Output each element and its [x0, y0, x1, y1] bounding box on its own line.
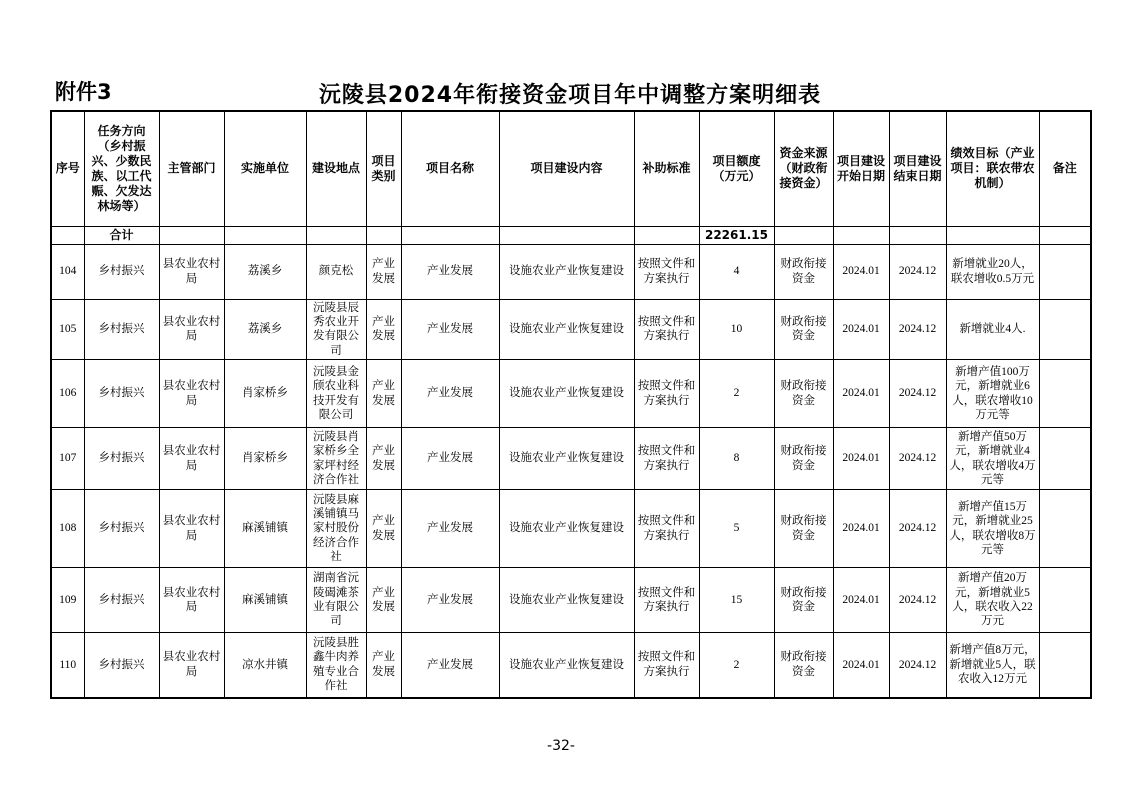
total-cell-department: [159, 226, 224, 244]
total-cell-index: [51, 226, 84, 244]
cell-performance-target: 新增就业4人.: [946, 299, 1039, 360]
cell-implementing-unit: 肖家桥乡: [224, 428, 306, 490]
cell-implementing-unit: 荔溪乡: [224, 244, 306, 299]
cell-amount: 2: [699, 633, 774, 698]
total-cell-project-name: [401, 226, 499, 244]
table-row: [51, 244, 1091, 299]
cell-remark: [1039, 299, 1091, 360]
cell-amount: 15: [699, 568, 774, 633]
table-row: [51, 490, 1091, 568]
cell-project-name: 产业发展: [401, 633, 499, 698]
cell-subsidy-standard: 按照文件和方案执行: [634, 360, 699, 428]
cell-construction-content: 设施农业产业恢复建设: [499, 490, 634, 568]
column-header-subsidy-standard: 补助标准: [634, 111, 699, 226]
cell-start-date: 2024.01: [833, 360, 889, 428]
cell-department: 县农业农村局: [159, 568, 224, 633]
cell-implementing-unit: 麻溪铺镇: [224, 568, 306, 633]
cell-department: 县农业农村局: [159, 633, 224, 698]
cell-subsidy-standard: 按照文件和方案执行: [634, 244, 699, 299]
cell-end-date: 2024.12: [889, 299, 946, 360]
column-header-performance-target: 绩效目标（产业项目：联农带农机制）: [946, 111, 1039, 226]
cell-task-direction: 乡村振兴: [84, 299, 159, 360]
cell-start-date: 2024.01: [833, 428, 889, 490]
cell-funding-source: 财政衔接资金: [774, 633, 833, 698]
cell-start-date: 2024.01: [833, 299, 889, 360]
column-header-project-name: 项目名称: [401, 111, 499, 226]
cell-index: 105: [51, 299, 84, 360]
cell-project-name: 产业发展: [401, 568, 499, 633]
cell-subsidy-standard: 按照文件和方案执行: [634, 299, 699, 360]
cell-performance-target: 新增产值20万元，新增就业5人，联农收入22万元: [946, 568, 1039, 633]
cell-project-type: 产业发展: [366, 299, 401, 360]
cell-construction-site: 颜克松: [306, 244, 366, 299]
cell-end-date: 2024.12: [889, 490, 946, 568]
cell-performance-target: 新增产值15万元，新增就业25人，联农增收8万元等: [946, 490, 1039, 568]
column-header-task-direction: 任务方向（乡村振兴、少数民族、以工代赈、欠发达林场等）: [84, 111, 159, 226]
cell-remark: [1039, 360, 1091, 428]
cell-remark: [1039, 244, 1091, 299]
table-row: [51, 360, 1091, 428]
cell-department: 县农业农村局: [159, 428, 224, 490]
column-header-index: 序号: [51, 111, 84, 226]
table-row: [51, 568, 1091, 633]
cell-remark: [1039, 633, 1091, 698]
column-header-remark: 备注: [1039, 111, 1091, 226]
cell-index: 109: [51, 568, 84, 633]
cell-construction-content: 设施农业产业恢复建设: [499, 633, 634, 698]
column-header-project-type: 项目类别: [366, 111, 401, 226]
total-cell-start-date: [833, 226, 889, 244]
cell-funding-source: 财政衔接资金: [774, 299, 833, 360]
cell-start-date: 2024.01: [833, 244, 889, 299]
total-cell-performance-target: [946, 226, 1039, 244]
cell-implementing-unit: 肖家桥乡: [224, 360, 306, 428]
cell-end-date: 2024.12: [889, 244, 946, 299]
cell-task-direction: 乡村振兴: [84, 633, 159, 698]
cell-performance-target: 新增产值100万元，新增就业6人，联农增收10万元等: [946, 360, 1039, 428]
column-header-start-date: 项目建设开始日期: [833, 111, 889, 226]
cell-task-direction: 乡村振兴: [84, 360, 159, 428]
cell-project-name: 产业发展: [401, 299, 499, 360]
cell-end-date: 2024.12: [889, 633, 946, 698]
cell-performance-target: 新增产值50万元，新增就业4人，联农增收4万元等: [946, 428, 1039, 490]
table-body: [51, 226, 1091, 698]
cell-implementing-unit: 荔溪乡: [224, 299, 306, 360]
cell-construction-site: 沅陵县金颀农业科技开发有限公司: [306, 360, 366, 428]
cell-task-direction: 乡村振兴: [84, 428, 159, 490]
cell-construction-site: 沅陵县胜鑫牛肉养殖专业合作社: [306, 633, 366, 698]
cell-construction-content: 设施农业产业恢复建设: [499, 568, 634, 633]
total-cell-subsidy-standard: [634, 226, 699, 244]
cell-funding-source: 财政衔接资金: [774, 428, 833, 490]
cell-implementing-unit: 凉水井镇: [224, 633, 306, 698]
cell-index: 107: [51, 428, 84, 490]
cell-construction-content: 设施农业产业恢复建设: [499, 244, 634, 299]
cell-index: 106: [51, 360, 84, 428]
total-row: [51, 226, 1091, 244]
cell-department: 县农业农村局: [159, 360, 224, 428]
table-row: [51, 428, 1091, 490]
cell-project-type: 产业发展: [366, 568, 401, 633]
column-header-implementing-unit: 实施单位: [224, 111, 306, 226]
cell-task-direction: 乡村振兴: [84, 490, 159, 568]
total-cell-project-type: [366, 226, 401, 244]
cell-subsidy-standard: 按照文件和方案执行: [634, 490, 699, 568]
cell-amount: 8: [699, 428, 774, 490]
cell-index: 108: [51, 490, 84, 568]
cell-construction-content: 设施农业产业恢复建设: [499, 428, 634, 490]
cell-project-type: 产业发展: [366, 244, 401, 299]
cell-project-type: 产业发展: [366, 428, 401, 490]
cell-end-date: 2024.12: [889, 360, 946, 428]
cell-project-type: 产业发展: [366, 633, 401, 698]
projects-table: [50, 110, 1092, 699]
page-number: -32-: [547, 738, 575, 754]
cell-department: 县农业农村局: [159, 490, 224, 568]
cell-subsidy-standard: 按照文件和方案执行: [634, 568, 699, 633]
cell-start-date: 2024.01: [833, 633, 889, 698]
cell-amount: 5: [699, 490, 774, 568]
page-title: 沅陵县2024年衔接资金项目年中调整方案明细表: [318, 83, 822, 108]
cell-amount: 4: [699, 244, 774, 299]
column-header-construction-site: 建设地点: [306, 111, 366, 226]
cell-construction-content: 设施农业产业恢复建设: [499, 299, 634, 360]
column-header-funding-source: 资金来源（财政衔接资金）: [774, 111, 833, 226]
cell-end-date: 2024.12: [889, 428, 946, 490]
cell-funding-source: 财政衔接资金: [774, 568, 833, 633]
cell-department: 县农业农村局: [159, 244, 224, 299]
table-row: [51, 299, 1091, 360]
cell-start-date: 2024.01: [833, 568, 889, 633]
cell-end-date: 2024.12: [889, 568, 946, 633]
total-cell-construction-content: [499, 226, 634, 244]
cell-task-direction: 乡村振兴: [84, 568, 159, 633]
total-cell-remark: [1039, 226, 1091, 244]
total-label: 合计: [84, 226, 159, 244]
column-header-department: 主管部门: [159, 111, 224, 226]
total-amount: 22261.15: [699, 226, 774, 244]
cell-remark: [1039, 428, 1091, 490]
cell-subsidy-standard: 按照文件和方案执行: [634, 633, 699, 698]
total-cell-construction-site: [306, 226, 366, 244]
cell-remark: [1039, 490, 1091, 568]
cell-amount: 2: [699, 360, 774, 428]
cell-index: 104: [51, 244, 84, 299]
cell-project-type: 产业发展: [366, 490, 401, 568]
cell-funding-source: 财政衔接资金: [774, 490, 833, 568]
total-cell-end-date: [889, 226, 946, 244]
cell-funding-source: 财政衔接资金: [774, 360, 833, 428]
cell-construction-site: 沅陵县麻溪铺镇马家村股份经济合作社: [306, 490, 366, 568]
cell-remark: [1039, 568, 1091, 633]
cell-implementing-unit: 麻溪铺镇: [224, 490, 306, 568]
attachment-label: 附件3: [55, 80, 112, 104]
cell-performance-target: 新增产值8万元，新增就业5人，联农收入12万元: [946, 633, 1039, 698]
total-cell-funding-source: [774, 226, 833, 244]
cell-subsidy-standard: 按照文件和方案执行: [634, 428, 699, 490]
cell-task-direction: 乡村振兴: [84, 244, 159, 299]
cell-performance-target: 新增就业20人，联农增收0.5万元: [946, 244, 1039, 299]
cell-project-name: 产业发展: [401, 490, 499, 568]
cell-construction-site: 沅陵县肖家桥乡全家坪村经济合作社: [306, 428, 366, 490]
total-cell-implementing-unit: [224, 226, 306, 244]
column-header-construction-content: 项目建设内容: [499, 111, 634, 226]
cell-index: 110: [51, 633, 84, 698]
cell-project-name: 产业发展: [401, 244, 499, 299]
cell-project-name: 产业发展: [401, 428, 499, 490]
column-header-amount: 项目额度（万元）: [699, 111, 774, 226]
cell-construction-site: 沅陵县辰秀农业开发有限公司: [306, 299, 366, 360]
cell-construction-content: 设施农业产业恢复建设: [499, 360, 634, 428]
table-header-row: [51, 111, 1091, 226]
cell-funding-source: 财政衔接资金: [774, 244, 833, 299]
cell-construction-site: 湖南省沅陵碣滩茶业有限公司: [306, 568, 366, 633]
table-row: [51, 633, 1091, 698]
cell-project-name: 产业发展: [401, 360, 499, 428]
cell-amount: 10: [699, 299, 774, 360]
column-header-end-date: 项目建设结束日期: [889, 111, 946, 226]
cell-department: 县农业农村局: [159, 299, 224, 360]
cell-start-date: 2024.01: [833, 490, 889, 568]
cell-project-type: 产业发展: [366, 360, 401, 428]
